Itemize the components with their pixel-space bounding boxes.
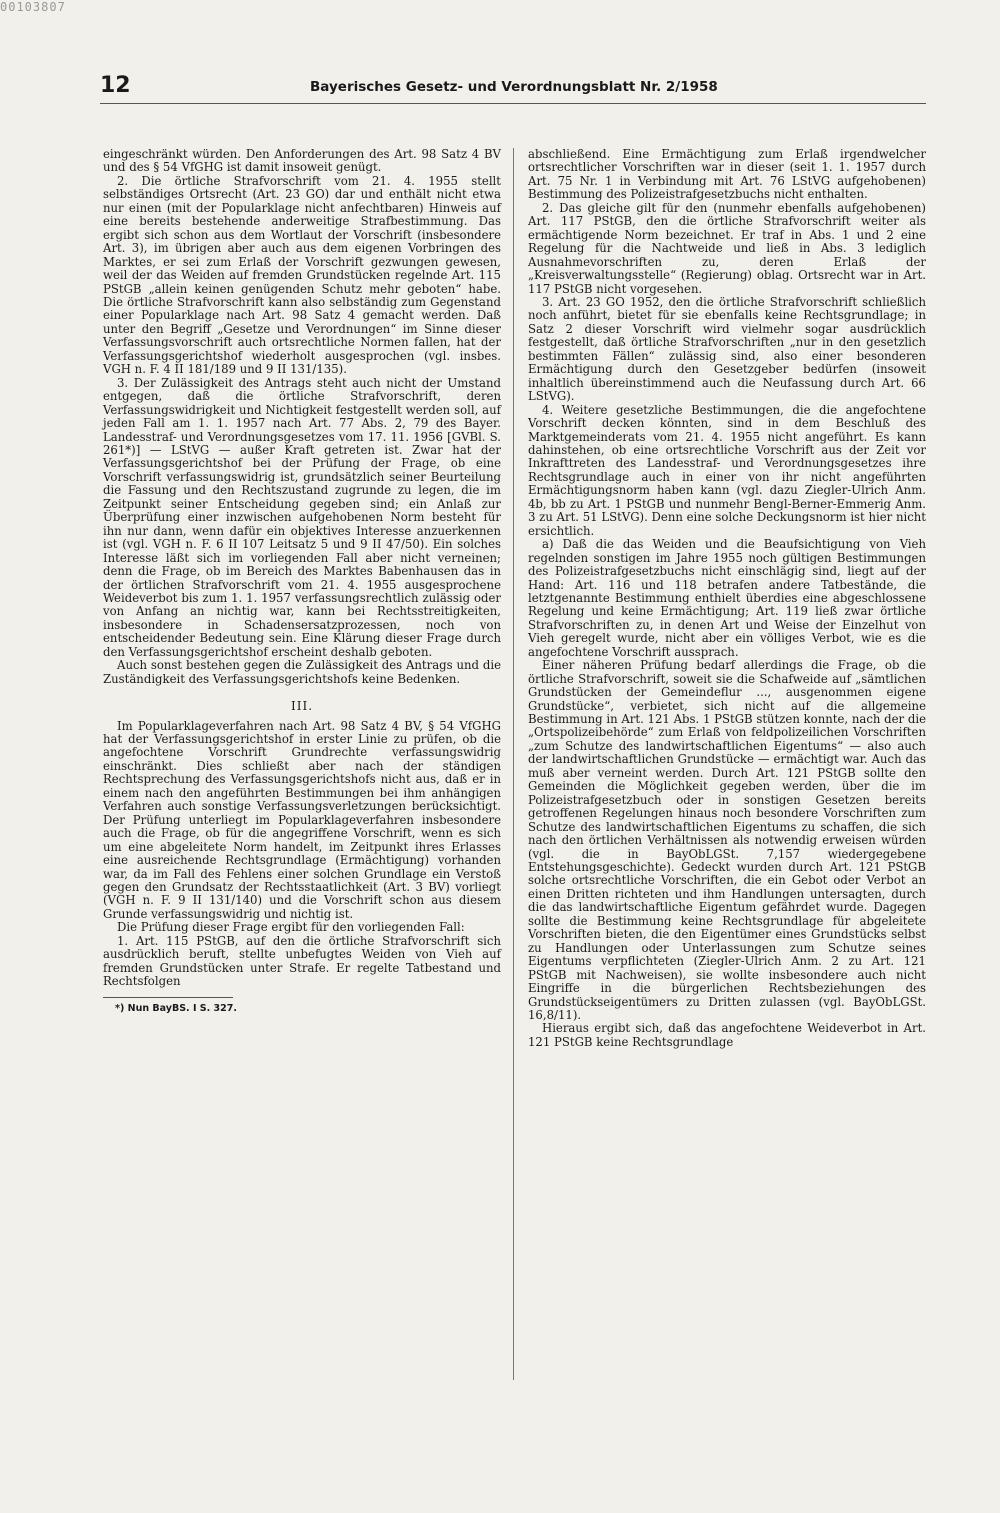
paragraph: Die Prüfung dieser Frage ergibt für den vorliegenden Fall:: [117, 920, 465, 935]
footnote-rule: [103, 997, 233, 998]
paragraph: abschließend. Eine Ermächtigung zum Erlaß irgendwelcher ortsrechtlicher Vorschriften war in dieser (seit 1. 1. 1957 durch Art. 75 Nr. 1 in Verbindung mit Art. 76 LStVG aufgehobenen) Bestimmung des Polizeistrafgesetzbuchs nicht enthalten.: [528, 147, 926, 202]
paragraph: 1. Art. 115 PStGB, auf den die örtliche Strafvorschrift sich ausdrücklich beruft, stellte unbefugtes Weiden von Vieh auf fremden Grundstücken unter Strafe. Er regelte Tatbestand und Rechtsfolgen: [103, 933, 501, 989]
paragraph: Auch sonst bestehen gegen die Zulässigkeit des Antrags und die Zuständigkeit des Verfassungsgerichtshofs keine Bedenken.: [103, 658, 501, 686]
paragraph: 3. Art. 23 GO 1952, den die örtliche Strafvorschrift schließlich noch anführt, bietet für sie ebenfalls keine Rechtsgrundlage; in Satz 2 dieser Vorschrift wird vielmehr sogar ausdrücklich festgestellt, daß örtliche Strafvorschriften „nur in den gesetzlich bestimmten Fällen“ zulässig sind, also einer besonderen Ermächtigung durch den Gesetzgeber bedürfen (insoweit inhaltlich übereinstimmend auch die Neufassung durch Art. 66 LStVG).: [528, 294, 926, 404]
section-heading: III.: [290, 699, 314, 714]
paragraph: 4. Weitere gesetzliche Bestimmungen, die die angefochtene Vorschrift decken könnten, sind in dem Beschluß des Marktgemeinderats vom 21. 4. 1955 nicht angeführt. Es kann dahinstehen, ob eine ortsrechtliche Vorschrift aus der Zeit vor Inkrafttreten des Landesstraf- und Verordnungsgesetzes ihre Rechtsgrundlage auch in einer von ihr nicht angeführten Ermächtigungsnorm haben kann (vgl. dazu Ziegler-Ulrich Anm. 4b, bb zu Art. 1 PStGB und nunmehr Bengl-Berner-Emmerig Anm. 3 zu Art. 51 LStVG). Denn eine solche Deckungsnorm ist hier nicht ersichtlich.: [528, 402, 926, 538]
archive-stamp: 00103807: [0, 0, 66, 14]
page-number: 12: [100, 73, 131, 98]
paragraph: a) Daß die das Weiden und die Beaufsichtigung von Vieh regelnden sonstigen im Jahre 1955 noch gültigen Bestimmungen des Polizeistrafgesetzbuchs nicht einschlägig sind, liegt auf der Hand: Art. 116 und 118 betrafen andere Tatbestände, die letztgenannte Bestimmung enthielt überdies eine abgeschlossene Regelung und keine Ermächtigung; Art. 119 ließ zwar örtliche Strafvorschriften zu, in denen Art und Weise der Einzelhut von Vieh geregelt wurde, nicht aber ein völliges Verbot, wie es die angefochtene Vorschrift aussprach.: [528, 537, 926, 659]
left-column: [103, 148, 501, 1015]
paragraph: 2. Die örtliche Strafvorschrift vom 21. 4. 1955 stellt selbständiges Ortsrecht (Art. 23 GO) dar und enthält nicht etwa nur einen (mit der Popularklage nicht anfechtbaren) Hinweis auf eine bereits bestehende anderweitige Strafbestimmung. Das ergibt sich schon aus dem Wortlaut der Vorschrift (insbesondere Art. 3), im übrigen aber auch aus dem eigenen Vorbringen des Marktes, er sei zum Erlaß der Vorschrift gezwungen gewesen, weil der das Weiden auf fremden Grundstücken regelnde Art. 115 PStGB „allein keinen genügenden Schutz mehr geboten“ habe. Die örtliche Strafvorschrift kann also selbständig zum Gegenstand einer Popularklage nach Art. 98 Satz 4 gemacht werden. Daß unter den Begriff „Gesetze und Verordnungen“ im Sinne dieser Verfassungsvorschrift auch ortsrechtliche Normen fallen, hat der Verfassungsgerichtshof wiederholt ausgesprochen (vgl. insbes. VGH n. F. 4 II 181/189 und 9 II 131/135).: [103, 173, 501, 377]
page-header: [100, 73, 926, 104]
footnote: *) Nun BayBS. I S. 327.: [115, 1002, 237, 1014]
running-title: Bayerisches Gesetz- und Verordnungsblatt Nr. 2/1958: [310, 79, 718, 95]
paragraph: Im Popularklageverfahren nach Art. 98 Satz 4 BV, § 54 VfGHG hat der Verfassungsgerichtshof in erster Linie zu prüfen, ob die angefochtene Vorschrift Grundrechte verfassungswidrig einschränkt. Dies schließt aber nach der ständigen Rechtsprechung des Verfassungsgerichtshofs nicht aus, daß er in einem nach den angeführten Bestimmungen bei ihm anhängigen Verfahren auch sonstige Verfassungsverletzungen berücksichtigt. Der Prüfung unterliegt im Popularklageverfahren insbesondere auch die Frage, ob für die angegriffene Vorschrift, wenn es sich um eine abgeleitete Norm handelt, im Zeitpunkt ihres Erlasses eine ausreichende Rechtsgrundlage (Ermächtigung) vorhanden war, da im Fall des Fehlens einer solchen Grundlage ein Verstoß gegen den Grundsatz der Rechtsstaatlichkeit (Art. 3 BV) vorliegt (VGH n. F. 9 II 131/140) und die Vorschrift schon aus diesem Grunde verfassungswidrig und nichtig ist.: [103, 718, 501, 921]
right-column: [528, 148, 926, 1049]
column-divider: [513, 148, 514, 1380]
paragraph: Einer näheren Prüfung bedarf allerdings die Frage, ob die örtliche Strafvorschrift, soweit sie die Schafweide auf „sämtlichen Grundstücken der Gemeindeflur ..., ausgenommen eigene Grundstücke“, verbietet, sich nicht auf die allgemeine Bestimmung in Art. 121 Abs. 1 PStGB stützen konnte, nach der die „Ortspolizeibehörde“ zum Erlaß von feldpolizeilichen Vorschriften „zum Schutze des landwirtschaftlichen Eigentums“ — also auch der landwirtschaftlichen Grundstücke — ermächtigt war. Auch das muß aber verneint werden. Durch Art. 121 PStGB sollte den Gemeinden die Möglichkeit gegeben werden, über die im Polizeistrafgesetzbuch oder in sonstigen Gesetzen bereits getroffenen Regelungen hinaus noch besondere Vorschriften zum Schutze des landwirtschaftlichen Eigentums zu schaffen, die sich nach den örtlichen Verhältnissen als notwendig erweisen würden (vgl. die in BayObLGSt. 7,157 wiedergegebene Entstehungsgeschichte). Gedeckt wurden durch Art. 121 PStGB solche ortsrechtliche Vorschriften, die ein Gebot oder Verbot an einen Dritten richteten und ihm Handlungen untersagten, durch die das landwirtschaftliche Eigentum gefährdet wurde. Dagegen sollte die Bestimmung keine Rechtsgrundlage für abgeleitete Vorschriften bieten, die den Eigentümer eines Grundstücks selbst zu Handlungen oder Unterlassungen zum Schutze seines Eigentums verpflichteten (Ziegler-Ulrich Anm. 2 zu Art. 121 PStGB mit Nachweisen), sie wollte insbesondere auch nicht Eingriffe in die bürgerlichen Rechtsbeziehungen des Grundstückseigentümers zu Dritten zulassen (vgl. BayObLGSt. 16,8/11).: [528, 658, 926, 1022]
paragraph: eingeschränkt würden. Den Anforderungen des Art. 98 Satz 4 BV und des § 54 VfGHG ist damit insoweit genügt.: [103, 147, 501, 175]
paragraph: 2. Das gleiche gilt für den (nunmehr ebenfalls aufgehobenen) Art. 117 PStGB, den die örtliche Strafvorschrift weiter als ermächtigende Norm bezeichnet. Er traf in Abs. 1 und 2 eine Regelung für die Nachtweide und ließ in Abs. 3 lediglich Ausnahmevorschriften zu, deren Erlaß der „Kreisverwaltungsstelle“ (Regierung) oblag. Ortsrecht war in Art. 117 PStGB nicht vorgesehen.: [528, 200, 926, 296]
paragraph: 3. Der Zulässigkeit des Antrags steht auch nicht der Umstand entgegen, daß die örtliche Strafvorschrift, deren Verfassungswidrigkeit und Nichtigkeit festgestellt werden soll, auf jeden Fall am 1. 1. 1957 nach Art. 77 Abs. 2, 79 des Bayer. Landesstraf- und Verordnungsgesetzes vom 17. 11. 1956 [GVBl. S. 261*)] — LStVG — außer Kraft getreten ist. Zwar hat der Verfassungsgerichtshof bei der Prüfung der Frage, ob eine Vorschrift verfassungswidrig ist, grundsätzlich seiner Beurteilung die Fassung und den Rechtszustand zugrunde zu legen, die im Zeitpunkt seiner Entscheidung gegeben sind; ein Anlaß zur Überprüfung einer inzwischen aufgehobenen Norm besteht für ihn nur dann, wenn dafür ein objektives Interesse anzuerkennen ist (vgl. VGH n. F. 6 II 107 Leitsatz 5 und 9 II 47/50). Ein solches Interesse läßt sich im vorliegenden Fall aber nicht verneinen; denn die Frage, ob im Bereich des Marktes Babenhausen das in der örtlichen Strafvorschrift vom 21. 4. 1955 ausgesprochene Weideverbot bis zum 1. 1. 1957 verfassungsrechtlich zulässig oder von Anfang an nichtig war, kann bei Rechtsstreitigkeiten, insbesondere in Schadensersatzprozessen, noch von entscheidender Bedeutung sein. Eine Klärung dieser Frage durch den Verfassungsgerichtshof erscheint deshalb geboten.: [103, 375, 501, 659]
paragraph: Hieraus ergibt sich, daß das angefochtene Weideverbot in Art. 121 PStGB keine Rechtsgrundlage: [528, 1021, 926, 1049]
